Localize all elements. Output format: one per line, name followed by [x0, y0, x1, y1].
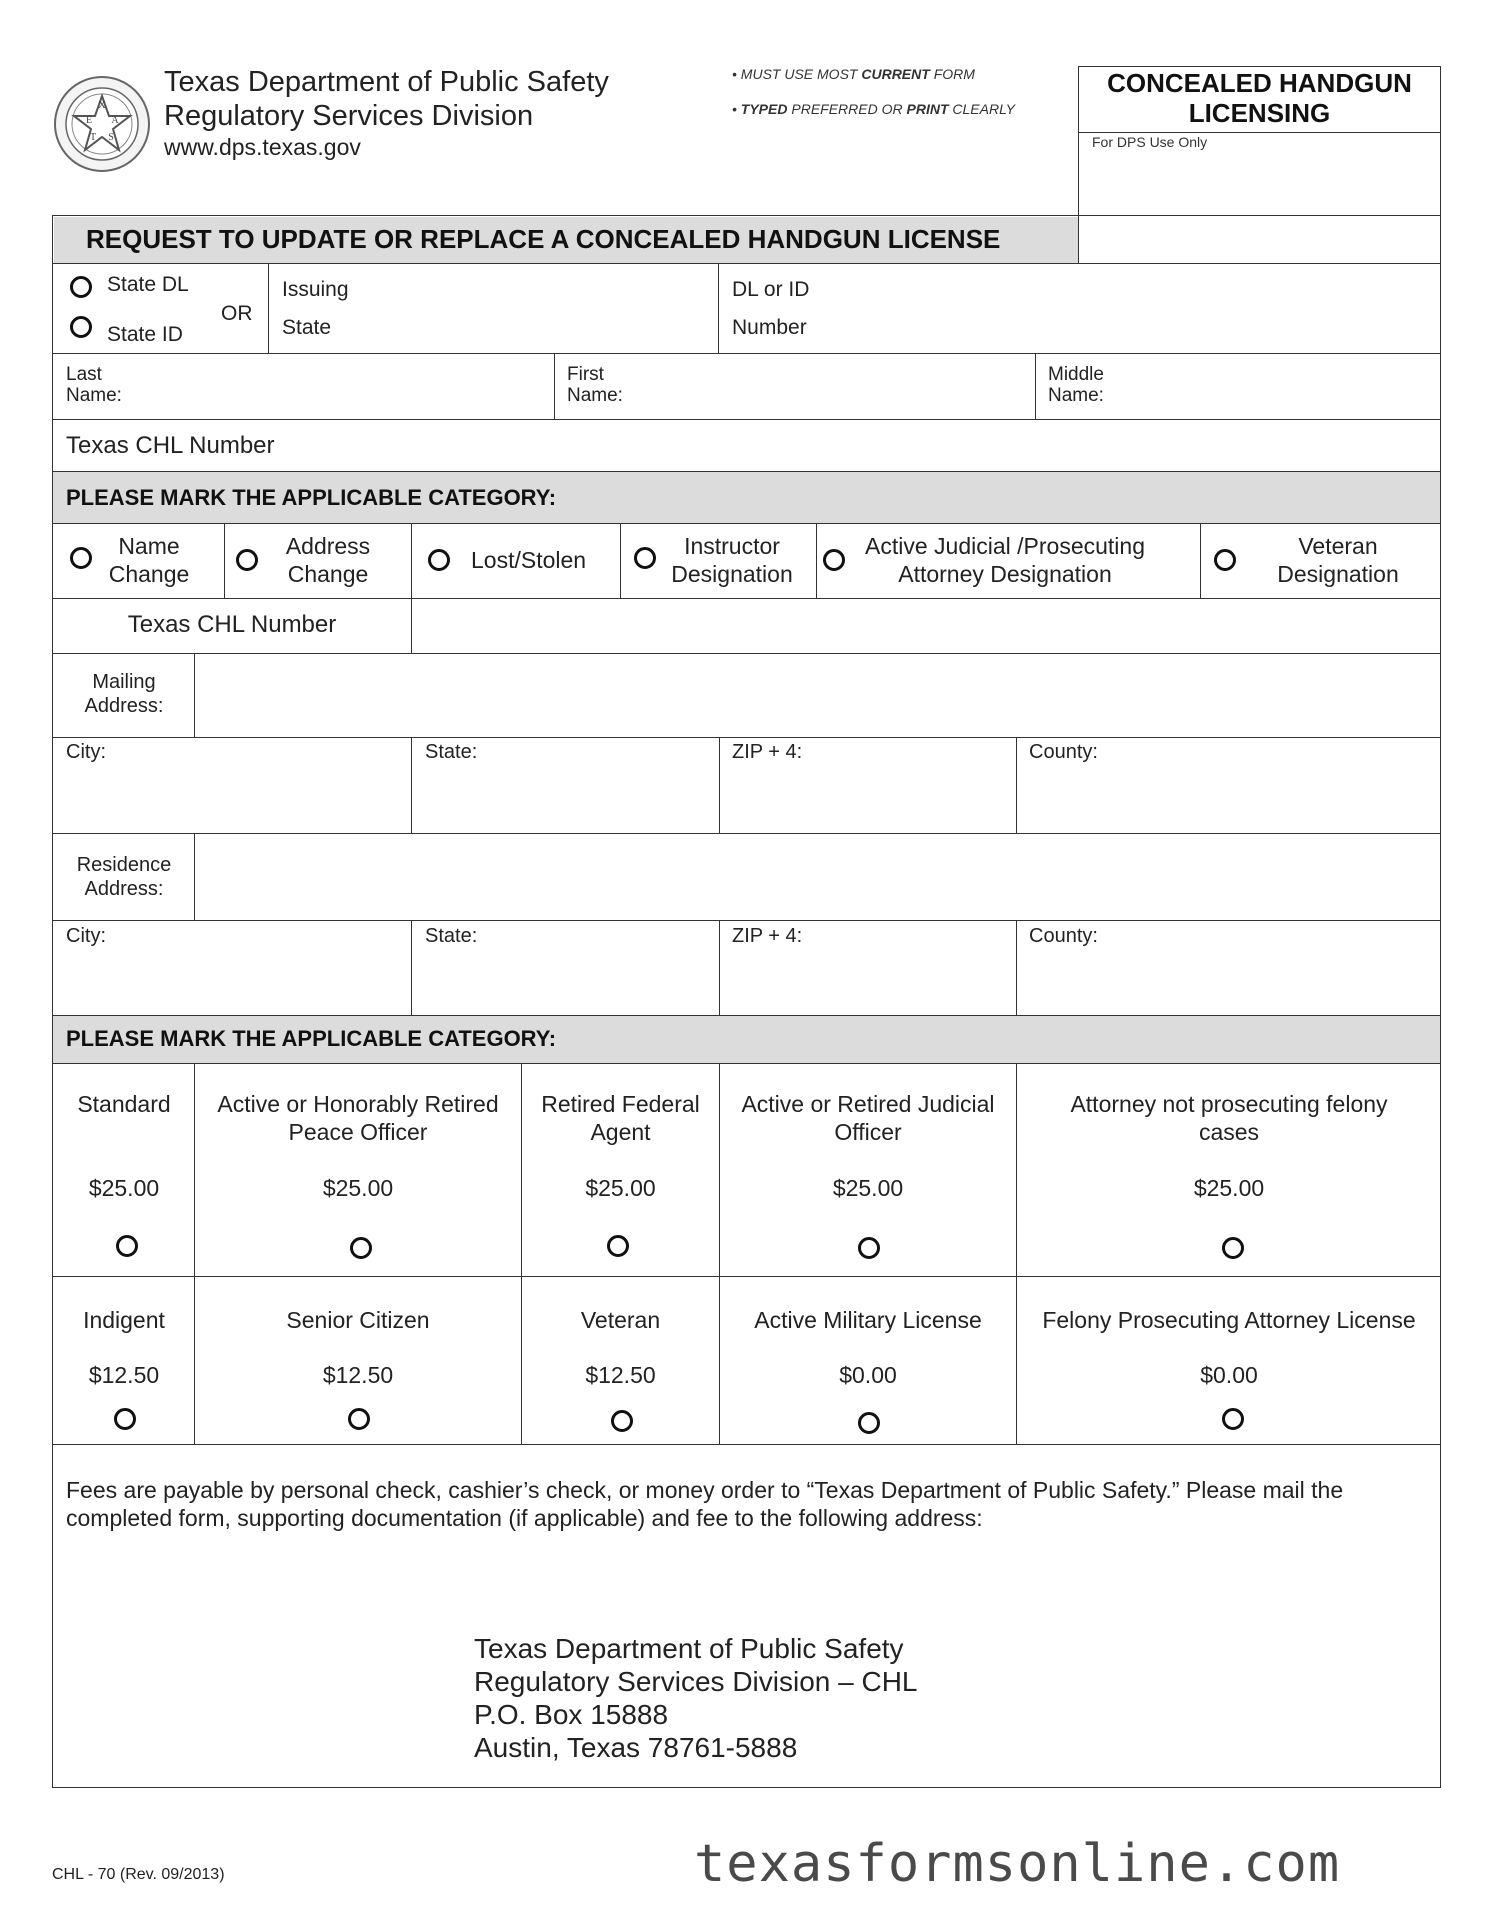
dps-use-only-label: For DPS Use Only	[1092, 134, 1208, 150]
fee-senior-label: Senior Citizen	[286, 1307, 430, 1333]
svg-text:T: T	[89, 132, 97, 143]
residence-city-input[interactable]	[55, 952, 408, 1012]
dl-id-number-input[interactable]	[830, 265, 1438, 351]
current-form-note: • MUST USE MOST CURRENT FORM	[732, 66, 975, 82]
fee-standard-label: Standard	[77, 1091, 171, 1117]
residence-address-input[interactable]	[197, 836, 1438, 917]
chl-number-label-2: Texas CHL Number	[127, 611, 337, 638]
mailing-state-input[interactable]	[414, 768, 716, 831]
fee-standard-radio[interactable]	[116, 1235, 138, 1257]
fee-felony-prosecuting-label: Felony Prosecuting Attorney License	[1042, 1307, 1416, 1333]
middle-name-label: Middle Name:	[1048, 364, 1104, 406]
judicial-prosecuting-radio[interactable]	[823, 549, 845, 571]
mailing-zip-input[interactable]	[722, 768, 1015, 831]
fee-indigent-label: Indigent	[83, 1307, 165, 1333]
fee-judicial-officer-amount: $25.00	[832, 1175, 904, 1201]
category-header-2: PLEASE MARK THE APPLICABLE CATEGORY:	[66, 1026, 557, 1051]
svg-text:E: E	[85, 115, 93, 126]
first-name-input[interactable]	[632, 356, 1032, 416]
fee-indigent-radio[interactable]	[114, 1408, 136, 1430]
lost-stolen-radio[interactable]	[428, 549, 450, 571]
fee-veteran-label: Veteran	[580, 1307, 661, 1333]
or-label: OR	[221, 302, 253, 325]
mailing-county-label: County:	[1029, 741, 1098, 763]
veteran-designation-label: Veteran Designation	[1277, 533, 1399, 587]
website-link[interactable]: www.dps.texas.gov	[164, 134, 361, 160]
svg-text:X: X	[98, 99, 106, 111]
fee-federal-agent-radio[interactable]	[607, 1235, 629, 1257]
typed-note: • TYPED PREFERRED OR PRINT CLEARLY	[732, 101, 1015, 117]
residence-state-label: State:	[425, 925, 478, 947]
fee-veteran-radio[interactable]	[611, 1410, 633, 1432]
payment-instructions: Fees are payable by personal check, cashier’s check, or money order to “Texas Department of Public Safety.” Please mail the completed form, supporting documentation (if applicable) and fee to the following address:	[66, 1477, 1344, 1531]
fee-active-military-radio[interactable]	[858, 1412, 880, 1434]
instructor-designation-radio[interactable]	[634, 547, 656, 569]
bullet-icon: •	[732, 101, 741, 117]
svg-text:A: A	[111, 115, 119, 126]
state-id-radio[interactable]	[70, 316, 92, 338]
last-name-label: Last Name:	[66, 364, 122, 406]
mailing-address-label: Mailing Address:	[84, 671, 164, 717]
address-change-label: Address Change	[285, 533, 371, 587]
name-change-label: Name Change	[108, 533, 190, 587]
chl-box-title: CONCEALED HANDGUN LICENSING	[1107, 68, 1412, 128]
watermark: texasformsonline.com	[694, 1834, 1341, 1894]
mailing-city-input[interactable]	[55, 768, 408, 831]
state-dl-radio[interactable]	[70, 276, 92, 298]
fee-active-military-amount: $0.00	[839, 1362, 897, 1388]
fee-peace-officer-amount: $25.00	[322, 1175, 394, 1201]
chl-number-input-2[interactable]	[414, 601, 1438, 650]
mailing-county-input[interactable]	[1019, 768, 1438, 831]
fee-senior-amount: $12.50	[322, 1362, 394, 1388]
chl-number-input[interactable]	[300, 422, 1438, 468]
mailing-zip-label: ZIP + 4:	[732, 741, 803, 763]
fee-felony-prosecuting-amount: $0.00	[1200, 1362, 1258, 1388]
state-dl-label: State DL	[107, 273, 189, 296]
middle-name-input[interactable]	[1116, 356, 1438, 416]
veteran-designation-radio[interactable]	[1214, 549, 1236, 571]
agency-name: Texas Department of Public Safety	[164, 66, 609, 98]
fee-standard-amount: $25.00	[88, 1175, 160, 1201]
last-name-input[interactable]	[130, 356, 550, 416]
residence-county-input[interactable]	[1019, 952, 1438, 1012]
issuing-state-input[interactable]	[360, 265, 715, 351]
judicial-prosecuting-label: Active Judicial /Prosecuting Attorney Designation	[865, 533, 1145, 587]
residence-zip-input[interactable]	[722, 952, 1015, 1012]
residence-zip-label: ZIP + 4:	[732, 925, 803, 947]
fee-active-military-label: Active Military License	[754, 1307, 982, 1333]
fee-attorney-amount: $25.00	[1193, 1175, 1265, 1201]
issuing-state-label: Issuing State	[282, 278, 349, 339]
mailing-address-input[interactable]	[197, 656, 1438, 734]
fee-peace-officer-radio[interactable]	[350, 1237, 372, 1259]
lost-stolen-label: Lost/Stolen	[471, 547, 587, 573]
residence-county-label: County:	[1029, 925, 1098, 947]
dps-seal	[52, 74, 152, 174]
fee-judicial-officer-label: Active or Retired Judicial Officer	[741, 1091, 995, 1145]
mailing-state-label: State:	[425, 741, 478, 763]
category-header-1: PLEASE MARK THE APPLICABLE CATEGORY:	[66, 485, 557, 510]
address-change-radio[interactable]	[236, 549, 258, 571]
fee-senior-radio[interactable]	[348, 1408, 370, 1430]
svg-text:S: S	[108, 132, 114, 143]
fee-federal-agent-label: Retired Federal Agent	[541, 1091, 700, 1145]
mail-address: Texas Department of Public Safety Regulatory Services Division – CHL P.O. Box 15888 Austin, Texas 78761-5888	[474, 1633, 918, 1763]
residence-state-input[interactable]	[414, 952, 716, 1012]
residence-city-label: City:	[66, 925, 106, 947]
division-name: Regulatory Services Division	[164, 100, 534, 132]
form-title: REQUEST TO UPDATE OR REPLACE A CONCEALED HANDGUN LICENSE	[86, 224, 1001, 254]
fee-attorney-radio[interactable]	[1222, 1237, 1244, 1259]
state-id-label: State ID	[107, 323, 183, 346]
fee-peace-officer-label: Active or Honorably Retired Peace Officer	[217, 1091, 499, 1145]
fee-judicial-officer-radio[interactable]	[858, 1237, 880, 1259]
fee-federal-agent-amount: $25.00	[585, 1175, 656, 1201]
chl-number-label: Texas CHL Number	[66, 432, 275, 459]
name-change-radio[interactable]	[70, 547, 92, 569]
form-id: CHL - 70 (Rev. 09/2013)	[52, 1866, 225, 1883]
residence-address-label: Residence Address:	[76, 854, 172, 900]
fee-attorney-label: Attorney not prosecuting felony cases	[1070, 1091, 1388, 1145]
instructor-designation-label: Instructor Designation	[671, 533, 793, 587]
fee-indigent-amount: $12.50	[88, 1362, 160, 1388]
dl-id-number-label: DL or ID Number	[732, 278, 810, 339]
mailing-city-label: City:	[66, 741, 106, 763]
fee-veteran-amount: $12.50	[585, 1362, 656, 1388]
fee-felony-prosecuting-radio[interactable]	[1222, 1408, 1244, 1430]
first-name-label: First Name:	[567, 364, 623, 406]
bullet-icon: •	[732, 66, 741, 82]
